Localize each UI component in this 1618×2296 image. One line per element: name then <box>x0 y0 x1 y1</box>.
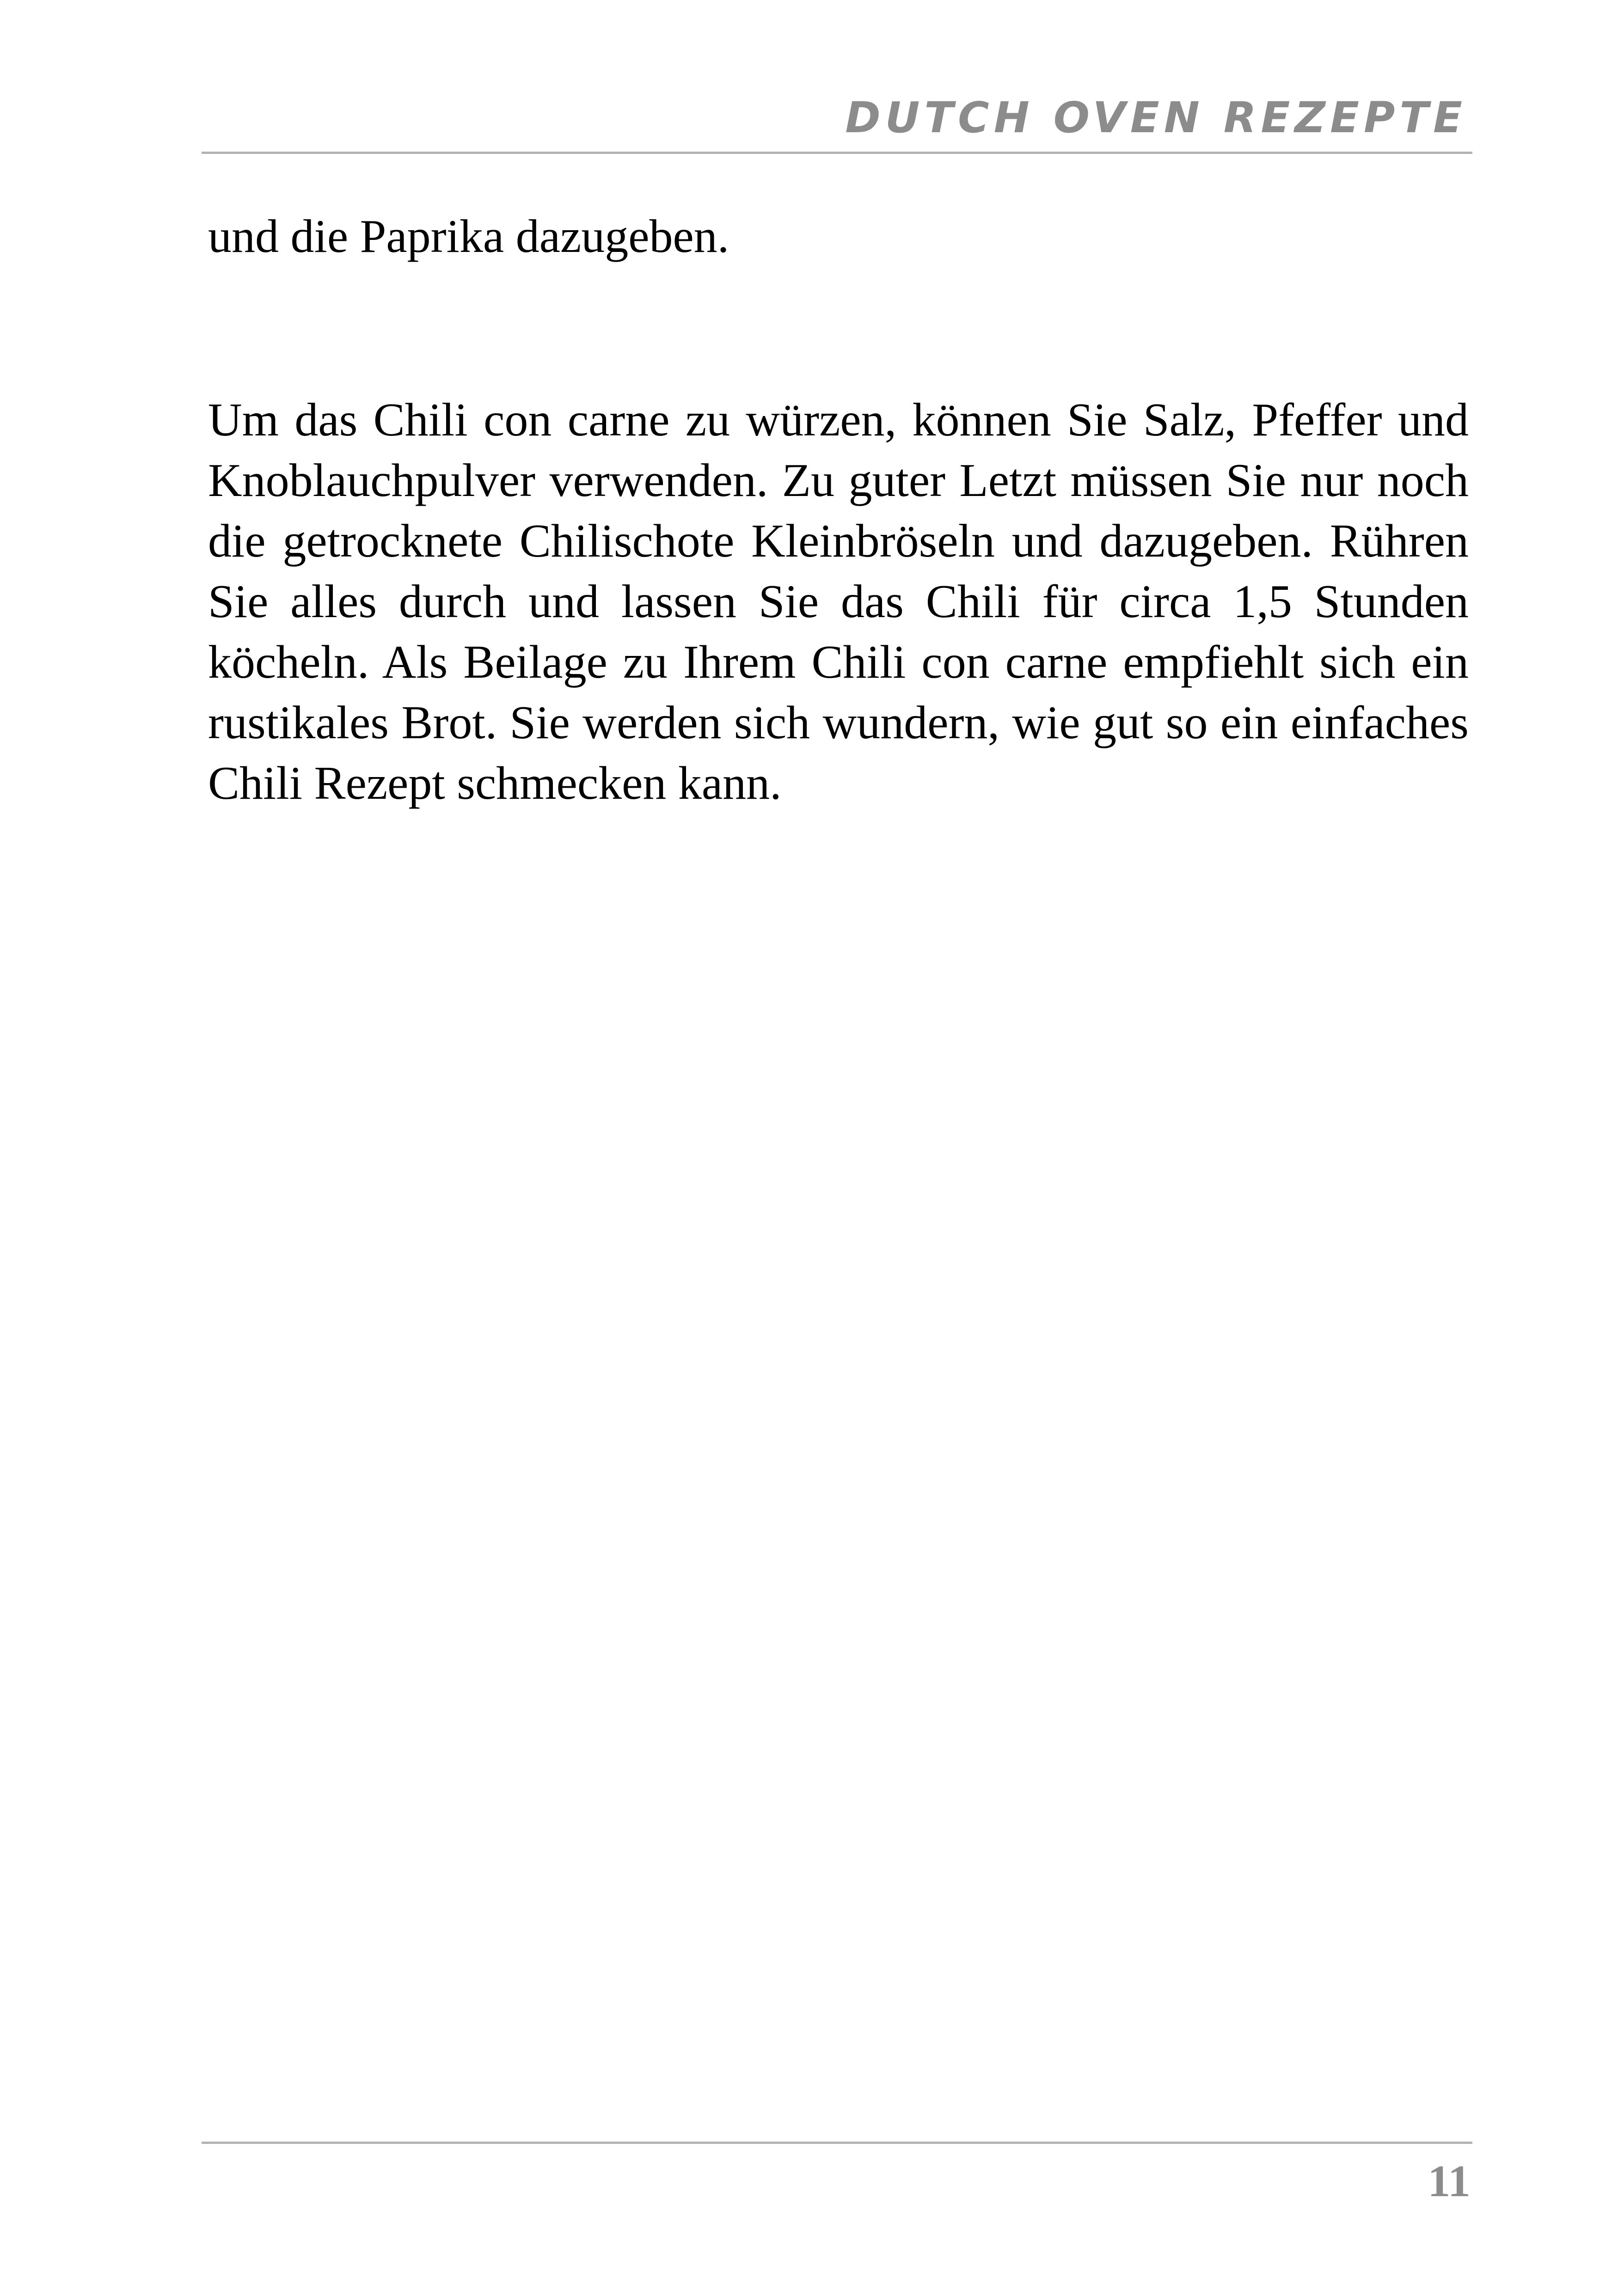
footer-divider <box>202 2142 1472 2144</box>
paragraph-main: Um das Chili con carne zu würzen, können Sie Salz, Pfeffer und Knoblauchpulver verwenden. Zu guter Letzt müssen Sie nur noch die getrocknete Chilischote Kleinbröseln und dazugeben. Rühren Sie alles durch und lassen Sie das Chili für circa 1,5 Stunden köcheln. Als Beilage zu Ihrem Chili con carne empfiehlt sich ein rustikales Brot. Sie werden sich wundern, wie gut so ein einfaches Chili Rezept schmecken kann. <box>208 394 1469 809</box>
page-header <box>202 92 1472 154</box>
paragraph-continued: und die Paprika dazugeben. <box>208 210 729 263</box>
page-number: 11 <box>1428 2156 1471 2206</box>
running-header-title: DUTCH OVEN REZEPTE <box>845 93 1467 142</box>
